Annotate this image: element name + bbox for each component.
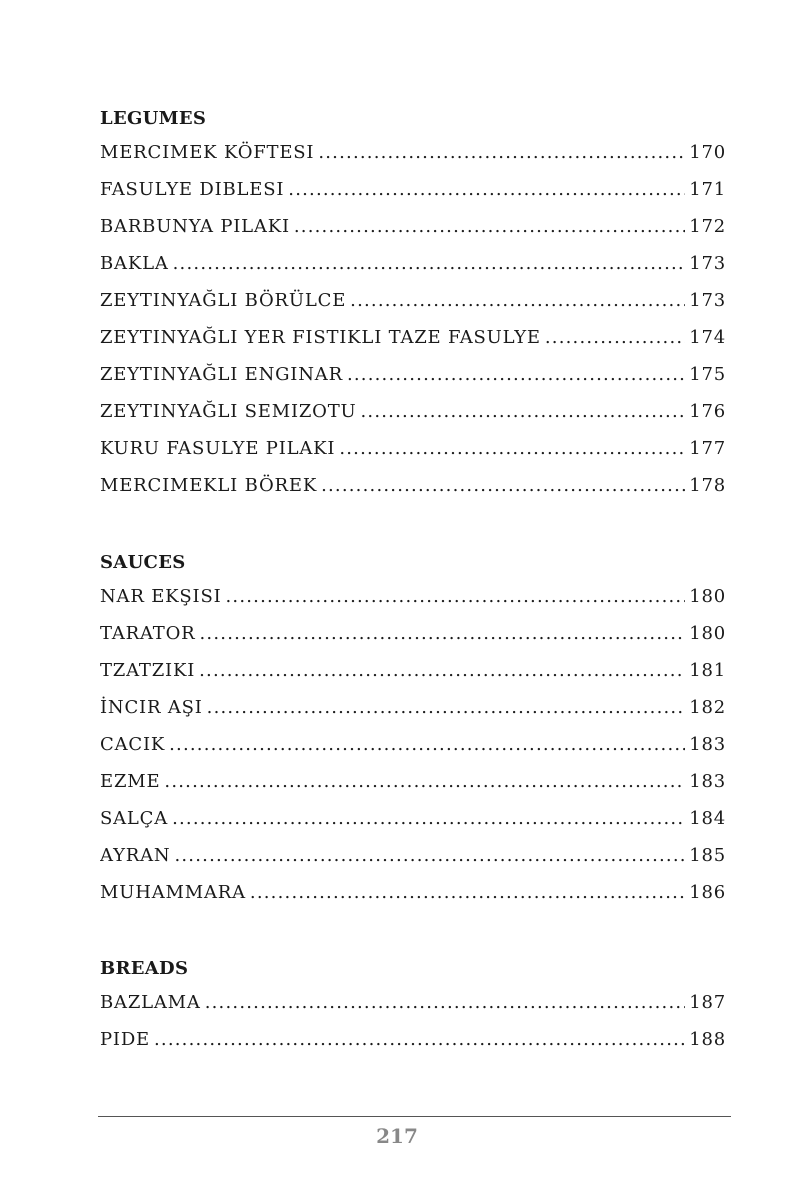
entry-title: PIDE <box>100 1029 150 1050</box>
entry-title: MERCIMEK KÖFTESI <box>100 142 315 163</box>
entry-page-number: 187 <box>689 992 726 1013</box>
dot-leader <box>173 245 686 282</box>
entry-title: KURU FASULYE PILAKI <box>100 438 336 459</box>
entry-title: BAZLAMA <box>100 992 201 1013</box>
dot-leader <box>200 615 686 652</box>
toc-entry[interactable] <box>100 171 726 208</box>
dot-leader <box>361 393 686 430</box>
entry-title: BAKLA <box>100 253 169 274</box>
toc-entry[interactable] <box>100 430 726 467</box>
section-legumes <box>100 104 726 504</box>
entry-page-number: 180 <box>689 586 726 607</box>
dot-leader <box>250 874 685 911</box>
toc-entry[interactable] <box>100 282 726 319</box>
toc-entry[interactable] <box>100 319 726 356</box>
dot-leader <box>154 1021 685 1058</box>
dot-leader <box>350 282 685 319</box>
entry-title: ZEYTINYAĞLI BÖRÜLCE <box>100 290 347 311</box>
entry-page-number: 170 <box>689 142 726 163</box>
entry-page-number: 183 <box>689 771 726 792</box>
page-number: 217 <box>376 1124 418 1148</box>
dot-leader <box>288 171 685 208</box>
entry-page-number: 175 <box>689 364 726 385</box>
entry-page-number: 173 <box>689 290 726 311</box>
toc-entry[interactable] <box>100 1021 726 1058</box>
section-heading: BREADS <box>100 958 189 979</box>
entry-page-number: 184 <box>689 808 726 829</box>
dot-leader <box>164 763 685 800</box>
entry-title: AYRAN <box>100 845 171 866</box>
entry-title: TZATZIKI <box>100 660 196 681</box>
dot-leader <box>172 800 685 837</box>
dot-leader <box>205 984 686 1021</box>
entry-title: MUHAMMARA <box>100 882 246 903</box>
dot-leader <box>207 689 686 726</box>
entry-page-number: 173 <box>689 253 726 274</box>
toc-entry[interactable] <box>100 393 726 430</box>
section-breads <box>100 954 726 1058</box>
toc-entry[interactable] <box>100 763 726 800</box>
toc-entry[interactable] <box>100 726 726 763</box>
entry-title: ZEYTINYAĞLI YER FISTIKLI TAZE FASULYE <box>100 327 541 348</box>
section-sauces <box>100 548 726 911</box>
toc-entry[interactable] <box>100 837 726 874</box>
dot-leader <box>174 837 685 874</box>
toc-entry[interactable] <box>100 245 726 282</box>
entry-title: ZEYTINYAĞLI SEMIZOTU <box>100 401 357 422</box>
entry-page-number: 177 <box>689 438 726 459</box>
entry-title: TARATOR <box>100 623 196 644</box>
entry-title: İNCIR AŞI <box>100 697 203 718</box>
dot-leader <box>169 726 685 763</box>
dot-leader <box>294 208 685 245</box>
entry-page-number: 182 <box>689 697 726 718</box>
entry-page-number: 183 <box>689 734 726 755</box>
entry-page-number: 178 <box>689 475 726 496</box>
entry-page-number: 176 <box>689 401 726 422</box>
toc-entry[interactable] <box>100 652 726 689</box>
toc-entry[interactable] <box>100 874 726 911</box>
entry-page-number: 185 <box>689 845 726 866</box>
entry-page-number: 172 <box>689 216 726 237</box>
section-heading: SAUCES <box>100 552 186 573</box>
toc-entry[interactable] <box>100 134 726 171</box>
dot-leader <box>347 356 685 393</box>
entry-page-number: 186 <box>689 882 726 903</box>
entry-title: SALÇA <box>100 808 169 829</box>
toc-entry[interactable] <box>100 689 726 726</box>
toc-entry[interactable] <box>100 578 726 615</box>
entry-page-number: 181 <box>689 660 726 681</box>
entry-title: NAR EKŞISI <box>100 586 222 607</box>
entry-title: MERCIMEKLI BÖREK <box>100 475 318 496</box>
dot-leader <box>321 467 685 504</box>
dot-leader <box>226 578 686 615</box>
toc-entry[interactable] <box>100 984 726 1021</box>
entry-title: ZEYTINYAĞLI ENGINAR <box>100 364 343 385</box>
entry-page-number: 180 <box>689 623 726 644</box>
footer-divider <box>98 1116 731 1117</box>
dot-leader <box>545 319 685 356</box>
dot-leader <box>339 430 685 467</box>
toc-entry[interactable] <box>100 615 726 652</box>
toc-list <box>100 984 726 1058</box>
toc-entry[interactable] <box>100 467 726 504</box>
toc-list <box>100 134 726 504</box>
entry-title: CACIK <box>100 734 166 755</box>
entry-title: BARBUNYA PILAKI <box>100 216 290 237</box>
toc-list <box>100 578 726 911</box>
section-heading: LEGUMES <box>100 108 207 129</box>
entry-page-number: 171 <box>689 179 726 200</box>
dot-leader <box>318 134 685 171</box>
toc-entry[interactable] <box>100 800 726 837</box>
entry-page-number: 174 <box>689 327 726 348</box>
toc-entry[interactable] <box>100 356 726 393</box>
entry-title: FASULYE DIBLESI <box>100 179 285 200</box>
entry-title: EZME <box>100 771 161 792</box>
entry-page-number: 188 <box>689 1029 726 1050</box>
dot-leader <box>199 652 685 689</box>
toc-entry[interactable] <box>100 208 726 245</box>
